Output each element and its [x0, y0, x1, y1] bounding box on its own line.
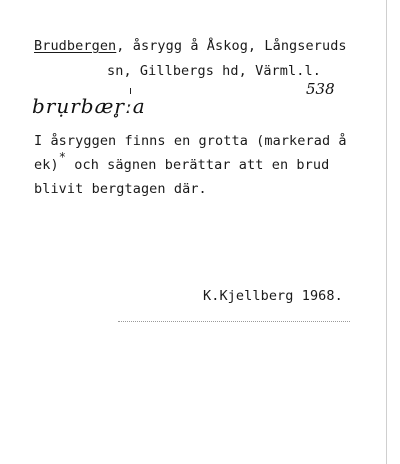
phonetic-transcription: brụrbær̥ːa [32, 94, 146, 118]
place-name: Brudbergen [34, 38, 117, 54]
body-line-2-start: ek) [34, 157, 59, 173]
asterisk-mark: * [58, 150, 67, 164]
body-line-3: blivit bergtagen där. [34, 181, 207, 197]
body-line-1: I åsryggen finns en grotta (markerad å [34, 133, 347, 149]
card-number: 538 [306, 80, 335, 98]
header-line-1 [34, 38, 347, 54]
body-line-2 [34, 150, 330, 173]
body-line-2-end: och sägnen berättar att en brud [74, 157, 330, 173]
header-location: , åsrygg å Åskog, Långseruds [116, 38, 347, 54]
header-line-2: sn, Gillbergs hd, Värml.l. [107, 63, 321, 79]
signature: K.Kjellberg 1968. [203, 288, 343, 304]
card-bottom-line [118, 321, 350, 322]
card-edge [386, 0, 387, 464]
